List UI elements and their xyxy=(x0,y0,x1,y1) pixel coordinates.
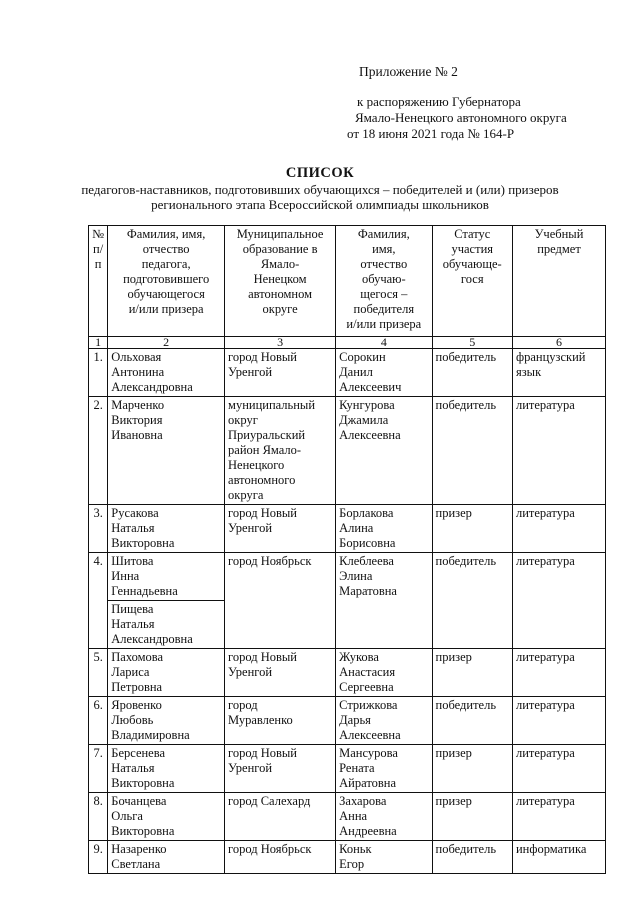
document-title: СПИСОК xyxy=(285,165,355,181)
teacher-name: Яровенко Любовь Владимировна xyxy=(108,697,225,745)
teacher-name: Шитова Инна Геннадьевна xyxy=(108,553,225,601)
teacher-name: Бочанцева Ольга Викторовна xyxy=(108,793,225,841)
row-number: 5. xyxy=(89,649,108,697)
student-name: Клеблеева Элина Маратовна xyxy=(336,553,432,649)
participation-status: призер xyxy=(432,649,512,697)
header-subject: Учебный предмет xyxy=(512,226,605,337)
table-header-row xyxy=(89,226,606,337)
participation-status: победитель xyxy=(432,841,512,874)
column-number: 3 xyxy=(225,337,336,349)
table-row xyxy=(89,697,606,745)
document-subtitle-line2: регионального этапа Всероссийской олимпиады школьников xyxy=(151,197,489,212)
order-reference: к распоряжению Губернатора xyxy=(357,94,521,109)
column-number: 6 xyxy=(512,337,605,349)
teacher-name: Русакова Наталья Викторовна xyxy=(108,505,225,553)
header-student: Фамилия, имя, отчество обучаю- щегося – победителя и/или призера xyxy=(336,226,432,337)
column-number: 4 xyxy=(336,337,432,349)
student-name: Мансурова Рената Айратовна xyxy=(336,745,432,793)
row-number: 1. xyxy=(89,349,108,397)
district-name: Ямало-Ненецкого автономного округа xyxy=(355,110,567,125)
student-name: Борлакова Алина Борисовна xyxy=(336,505,432,553)
municipality: город Муравленко xyxy=(225,697,336,745)
municipality: город Новый Уренгой xyxy=(225,649,336,697)
municipality: город Салехард xyxy=(225,793,336,841)
row-number: 8. xyxy=(89,793,108,841)
participation-status: победитель xyxy=(432,397,512,505)
student-name: Жукова Анастасия Сергеевна xyxy=(336,649,432,697)
row-number: 3. xyxy=(89,505,108,553)
subject: литература xyxy=(512,397,605,505)
student-name: Кунгурова Джамила Алексеевна xyxy=(336,397,432,505)
municipality: муниципальный округ Приуральский район Ямало- Ненецкого автономного округа xyxy=(225,397,336,505)
subject: литература xyxy=(512,697,605,745)
subject: французский язык xyxy=(512,349,605,397)
participation-status: победитель xyxy=(432,697,512,745)
teacher-name: Берсенева Наталья Викторовна xyxy=(108,745,225,793)
header-status: Статус участия обучающе- гося xyxy=(432,226,512,337)
student-name: Стрижкова Дарья Алексеевна xyxy=(336,697,432,745)
municipality: город Ноябрьск xyxy=(225,841,336,874)
subject: литература xyxy=(512,649,605,697)
subject: литература xyxy=(512,793,605,841)
table-row xyxy=(89,841,606,874)
table-row xyxy=(89,397,606,505)
teachers-table xyxy=(88,225,606,874)
table-row xyxy=(89,793,606,841)
subject: информатика xyxy=(512,841,605,874)
column-number: 5 xyxy=(432,337,512,349)
row-number: 2. xyxy=(89,397,108,505)
column-number: 1 xyxy=(89,337,108,349)
subject: литература xyxy=(512,553,605,649)
appendix-label: Приложение № 2 xyxy=(359,64,458,79)
row-number: 6. xyxy=(89,697,108,745)
teacher-name: Ольховая Антонина Александровна xyxy=(108,349,225,397)
subject: литература xyxy=(512,505,605,553)
teacher-name: Назаренко Светлана xyxy=(108,841,225,874)
teacher-name: Пищева Наталья Александровна xyxy=(108,601,225,649)
teacher-name: Марченко Виктория Ивановна xyxy=(108,397,225,505)
municipality: город Новый Уренгой xyxy=(225,745,336,793)
header-teacher: Фамилия, имя, отчество педагога, подготовившего обучающегося и/или призера xyxy=(108,226,225,337)
teacher-name: Пахомова Лариса Петровна xyxy=(108,649,225,697)
column-number-row xyxy=(89,337,606,349)
row-number: 4. xyxy=(89,553,108,649)
table-row xyxy=(89,649,606,697)
header-municipality: Муниципальное образование в Ямало- Ненецком автономном округе xyxy=(225,226,336,337)
participation-status: призер xyxy=(432,745,512,793)
table-body xyxy=(89,337,606,874)
column-number: 2 xyxy=(108,337,225,349)
municipality: город Новый Уренгой xyxy=(225,349,336,397)
student-name: Сорокин Данил Алексеевич xyxy=(336,349,432,397)
table-row xyxy=(89,745,606,793)
student-name: Коньк Егор xyxy=(336,841,432,874)
subject: литература xyxy=(512,745,605,793)
document-subtitle-line1: педагогов-наставников, подготовивших обучающихся – победителей и (или) призеров xyxy=(81,182,559,197)
participation-status: победитель xyxy=(432,349,512,397)
municipality: город Ноябрьск xyxy=(225,553,336,649)
municipality: город Новый Уренгой xyxy=(225,505,336,553)
student-name: Захарова Анна Андреевна xyxy=(336,793,432,841)
table-row xyxy=(89,505,606,553)
table-row xyxy=(89,553,606,601)
table-row xyxy=(89,349,606,397)
row-number: 7. xyxy=(89,745,108,793)
participation-status: победитель xyxy=(432,553,512,649)
row-number: 9. xyxy=(89,841,108,874)
order-date-number: от 18 июня 2021 года № 164-Р xyxy=(347,126,515,141)
participation-status: призер xyxy=(432,505,512,553)
header-number: № п/п xyxy=(89,226,108,337)
participation-status: призер xyxy=(432,793,512,841)
